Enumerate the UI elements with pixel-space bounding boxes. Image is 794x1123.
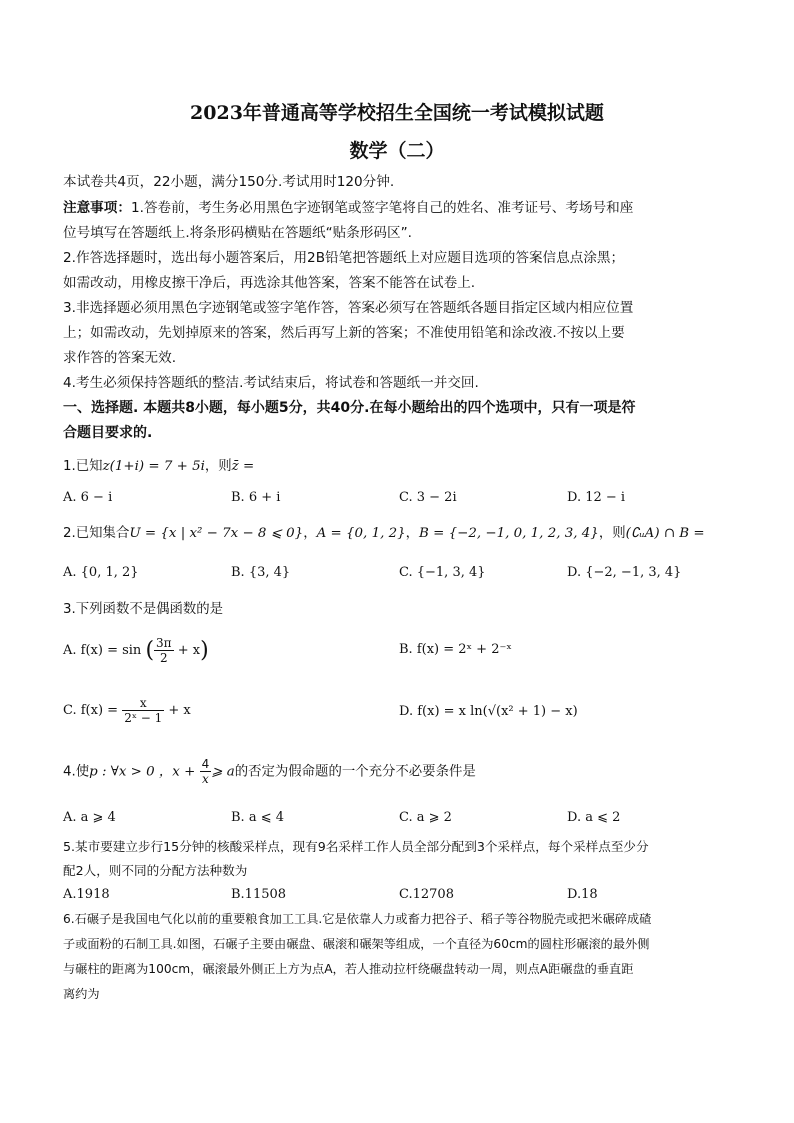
notice-label: 注意事项： [63, 200, 131, 216]
q2-option-d[interactable]: D. {−2, −1, 3, 4} [567, 565, 682, 580]
q3-option-b[interactable]: B. f(x) = 2ˣ + 2⁻ˣ [399, 642, 512, 657]
intro-line: 本试卷共4页，22小题，满分150分.考试用时120分钟. [63, 174, 395, 190]
exam-subtitle: 数学（二） [349, 140, 445, 162]
q4-option-c[interactable]: C. a ⩾ 2 [399, 810, 452, 825]
q2-ask: (∁ᵤA) ∩ B = [625, 526, 705, 541]
q1-suffix: ，则 [204, 459, 232, 474]
notice-1-line-b: 位号填写在答题纸上.将条形码横贴在答题纸“贴条形码区”. [63, 225, 412, 241]
notice-1 [63, 196, 733, 222]
q3-a-denominator: 2 [159, 651, 168, 665]
q3-option-c[interactable] [63, 696, 191, 725]
section-heading-line-a: 一、选择题. 本题共8小题，每小题5分，共40分.在每小题给出的四个选项中，只有一项是符 [63, 400, 636, 416]
notice-3-line-c: 求作答的答案无效. [63, 350, 177, 366]
q1-expr: z(1+i) = 7 + 5i [102, 459, 205, 474]
q4-expr-a: p : ∀x > 0 ，x + [89, 764, 196, 780]
q3-option-c-fraction [122, 696, 164, 725]
notice-2-line-a: 2.作答选择题时，选出每小题答案后，用2B铅笔把答题纸上对应题目选项的答案信息点涂黑； [63, 250, 625, 266]
notice-3-line-a: 3.非选择题必须用黑色字迹钢笔或签字笔作答，答案必须写在答题纸各题目指定区域内相应位置 [63, 300, 634, 316]
q1-option-a[interactable]: A. 6 − i [63, 490, 113, 505]
section-heading-line-b: 合题目要求的. [63, 425, 153, 441]
q4-fraction [200, 757, 212, 786]
notice-4: 4.考生必须保持答题纸的整洁.考试结束后，将试卷和答题纸一并交回. [63, 375, 479, 391]
q2-set-b: B = {−2, −1, 0, 1, 2, 3, 4} [419, 526, 599, 541]
question-5-line-1: 5.某市要建立步行15分钟的核酸采样点，现有9名采样工作人员全部分配到3个采样点，每个采样点至少分 [63, 839, 649, 854]
q1-ask: z̄ = [231, 459, 255, 474]
q2-set-u: U = {x | x² − 7x − 8 ⩽ 0} [129, 526, 304, 541]
question-6-line-1: 6.石碾子是我国电气化以前的重要粮食加工工具.它是依靠人力或畜力把谷子、稻子等谷物脱壳或把米碾碎成碴 [63, 912, 652, 926]
q1-option-d[interactable]: D. 12 − i [567, 490, 626, 505]
q5-option-d[interactable]: D.18 [567, 887, 598, 902]
question-4 [63, 757, 476, 786]
q5-option-c[interactable]: C.12708 [399, 887, 454, 902]
q3-option-d[interactable]: D. f(x) = x ln(√(x² + 1) − x) [399, 704, 578, 719]
q5-option-a[interactable]: A.1918 [63, 887, 110, 902]
q2-option-a[interactable]: A. {0, 1, 2} [63, 565, 139, 580]
q3-option-a-prefix: A. f(x) = sin [63, 643, 142, 658]
q3-c-numerator: x [122, 696, 164, 711]
question-6-line-3: 与碾柱的距离为100cm，碾滚最外侧正上方为点A，若人推动拉杆绕碾盘转动一周，则点A距碾盘的垂直距 [63, 962, 634, 976]
q3-options-row-1 [63, 636, 743, 676]
question-3-stem: 3.下列函数不是偶函数的是 [63, 602, 224, 617]
q3-a-numerator: 3π [156, 636, 172, 650]
q2-ask-prefix: ，则 [598, 526, 626, 541]
notice-2-line-b: 如需改动，用橡皮擦干净后，再选涂其他答案，答案不能答在试卷上. [63, 275, 476, 291]
question-5-line-2: 配2人，则不同的分配方法种数为 [63, 863, 248, 878]
q3-option-a-suffix: + x [177, 643, 201, 658]
q3-option-c-suffix: + x [168, 703, 191, 718]
q4-prefix: 4.使 [63, 764, 90, 780]
q2-option-b[interactable]: B. {3, 4} [231, 565, 291, 580]
q4-expr-b: ⩾ a [211, 764, 235, 780]
q4-suffix: 的否定为假命题的一个充分不必要条件是 [234, 764, 476, 780]
q2-prefix: 2.已知集合 [63, 526, 130, 541]
q5-option-b[interactable]: B.11508 [231, 887, 287, 902]
q1-prefix: 1.已知 [63, 459, 103, 474]
q3-options-row-2 [63, 696, 743, 736]
q4-option-a[interactable]: A. a ⩾ 4 [63, 810, 116, 825]
notice-3-line-b: 上；如需改动，先划掉原来的答案，然后再写上新的答案；不准使用铅笔和涂改液.不按以上要 [63, 325, 625, 341]
notice-1-line-a: 1.答卷前，考生务必用黑色字迹钢笔或签字笔将自己的姓名、准考证号、考场号和座 [130, 200, 634, 216]
question-1 [63, 455, 254, 474]
q3-option-a-fraction [154, 636, 174, 665]
question-2: 2.已知集合U = {x | x² − 7x − 8 ⩽ 0}，A = {0, 1, 2}，B = {−2, −1, 0, 1, 2, 3, 4}，则(∁ᵤA) ∩ B = [63, 526, 705, 541]
q2-option-c[interactable]: C. {−1, 3, 4} [399, 565, 486, 580]
question-6-line-2: 子或面粉的石制工具.如图，石碾子主要由碾盘、碾滚和碾架等组成，一个直径为60cm的圆柱形碾滚的最外侧 [63, 937, 650, 951]
q1-option-c[interactable]: C. 3 − 2i [399, 490, 457, 505]
q1-option-b[interactable]: B. 6 + i [231, 490, 281, 505]
q4-option-b[interactable]: B. a ⩽ 4 [231, 810, 284, 825]
question-6-line-4: 离约为 [63, 987, 100, 1001]
q3-option-a[interactable]: A. f(x) = sin ( $\frac{3\pi}{2}$ + x) [63, 636, 209, 665]
exam-title: 2023年普通高等学校招生全国统一考试模拟试题 [190, 102, 604, 124]
q2-set-a: A = {0, 1, 2} [316, 526, 406, 541]
q4-denominator: x [202, 772, 209, 786]
q3-c-denominator: 2ˣ − 1 [124, 711, 163, 725]
q3-option-c-prefix: C. f(x) = [63, 703, 119, 718]
q4-option-d[interactable]: D. a ⩽ 2 [567, 810, 621, 825]
q4-numerator: 4 [201, 757, 210, 771]
